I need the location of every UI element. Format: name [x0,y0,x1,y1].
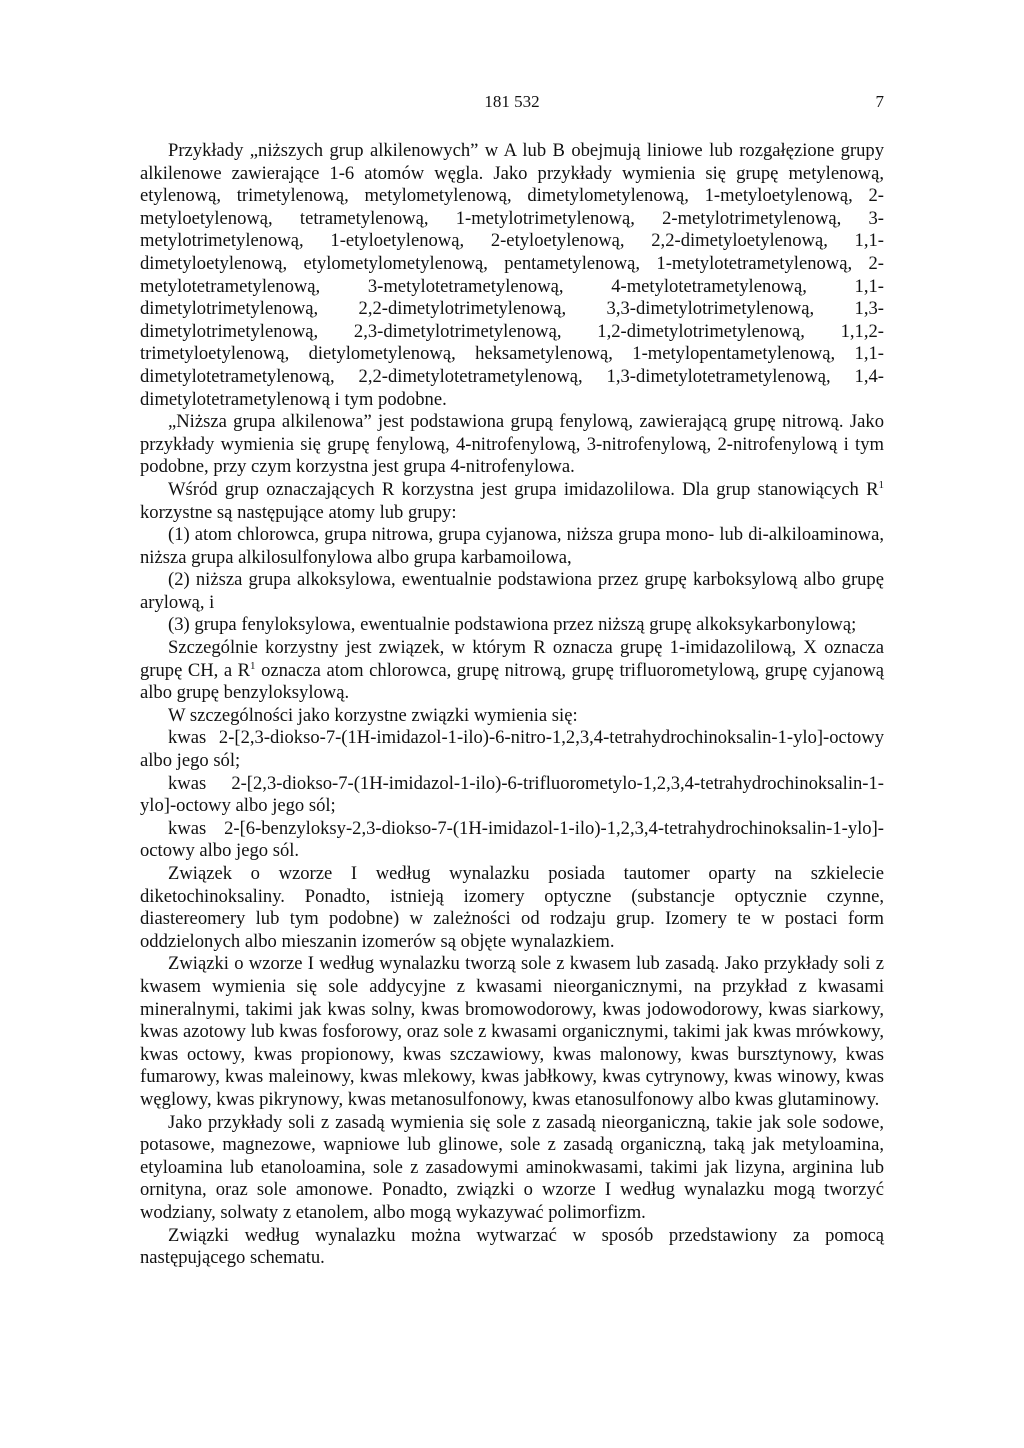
compound-2: kwas 2-[2,3-diokso-7-(1H-imidazol-1-ilo)-6-trifluorometylo-1,2,3,4-tetrahydrochinoksalin-1-ylo]-octowy albo jego sól; [140,772,884,817]
list-item-3: (3) grupa fenyloksylowa, ewentualnie podstawiona przez niższą grupę alkoksykarbonylową; [168,614,857,636]
list-item-2: (2) niższa grupa alkoksylowa, ewentualnie podstawiona przez grupę karboksylową albo grupę arylową, i [140,569,884,613]
document-number: 181 532 [484,92,540,111]
paragraph-text: Wśród grup oznaczających R korzystna jest grupa imidazolilowa. Dla grup stanowiących R [168,478,879,500]
paragraph-preferred-list-intro: W szczególności jako korzystne związki wymienia się: [168,704,578,726]
superscript: 1 [250,659,256,672]
compound-3: kwas 2-[6-benzyloksy-2,3-diokso-7-(1H-imidazol-1-ilo)-1,2,3,4-tetrahydrochinoksalin-1-ylo]-octowy albo jego sól. [140,817,884,862]
paragraph-text: oznacza atom chlorowca, grupę nitrową, grupę trifluorometylową, grupę cyjanową albo grupę benzyloksylową. [140,659,884,704]
paragraph-text: Szczególnie korzystny jest związek, w którym R oznacza grupę 1-imidazolilową, X oznacza grupę CH, a R [140,637,884,681]
compound-1: kwas 2-[2,3-diokso-7-(1H-imidazol-1-ilo)-6-nitro-1,2,3,4-tetrahydrochinoksalin-1-ylo]-octowy albo jego sól; [140,727,884,772]
paragraph-acid-salts: Związki o wzorze I według wynalazku tworzą sole z kwasem lub zasadą. Jako przykłady soli z kwasem wymienia się sole addycyjne z kwasami nieorganicznymi, na przykład z kwasami mineralnymi, takimi jak kwas solny, kwas bromowodorowy, kwas jodowodorowy, kwas siarkowy, kwas azotowy lub kwas fosforowy, oraz sole z kwasami organicznymi, takimi jak kwas mrówkowy, kwas octowy, kwas propionowy, kwas szczawiowy, kwas malonowy, kwas bursztynowy, kwas fumarowy, kwas maleinowy, kwas mlekowy, kwas jabłkowy, kwas cytrynowy, kwas winowy, kwas węglowy, kwas pikrynowy, kwas metanosulfonowy, kwas etanosulfonowy albo kwas glutaminowy. [140,953,884,1110]
paragraph-preferred-compound [140,637,884,705]
paragraph-scheme-intro: Związki według wynalazku można wytwarzać w sposób przedstawiony za pomocą następującego schematu. [140,1224,884,1269]
paragraph-alkylene-groups: Przykłady „niższych grup alkilenowych” w A lub B obejmują liniowe lub rozgałęzione grupy alkilenowe zawierające 1-6 atomów węgla. Jako przykłady wymienia się grupę metylenową, etylenową, trimetylenową, metylometylenową, dimetylometylenową, 1-metyloetylenową, 2-metyloetylenową, tetrametylenową, 1-metylotrimetylenową, 2-metylotrimetylenową, 3-metylotrimetylenową, 1-etyloetylenową, 2-etyloetylenową, 2,2-dimetyloetylenową, 1,1-dimetyloetylenową, etylometylometylenową, pentametylenową, 1-metylotetrametylenową, 2-metylotetrametylenową, 3-metylotetrametylenową, 4-metylotetrametylenową, 1,1-dimetylotrimetylenową, 2,2-dimetylotrimetylenową, 3,3-dimetylotrimetylenową, 1,3-dimetylotrimetylenową, 2,3-dimetylotrimetylenową, 1,2-dimetylotrimetylenową, 1,1,2-trimetyloetylenową, dietylometylenową, heksametylenową, 1-metylopentametylenową, 1,1-dimetylotetrametylenową, 2,2-dimetylotetrametylenową, 1,3-dimetylotetrametylenową, 1,4-dimetylotetrametylenową i tym podobne. [140,140,884,410]
list-item-1: (1) atom chlorowca, grupa nitrowa, grupa cyjanowa, niższa grupa mono- lub di-alkiloaminowa, niższa grupa alkilosulfonylowa albo grupa karbamoilowa, [140,524,884,568]
document-body [140,140,884,1270]
paragraph-r-groups [140,479,884,524]
paragraph-text: korzystne są następujące atomy lub grupy: [140,501,457,523]
page-index: 7 [875,92,884,111]
paragraph-lower-alkylene: „Niższa grupa alkilenowa” jest podstawiona grupą fenylową, zawierającą grupę nitrową. Jako przykłady wymienia się grupę fenylową, 4-nitrofenylową, 3-nitrofenylową, 2-nitrofenylową i tym podobne, przy czym korzystna jest grupa 4-nitrofenylowa. [140,411,884,478]
paragraph-base-salts: Jako przykłady soli z zasadą wymienia się sole z zasadą nieorganiczną, takie jak sole sodowe, potasowe, magnezowe, wapniowe lub glinowe, sole z zasadą organiczną, taką jak metyloamina, etyloamina lub etanoloamina, sole z zasadowymi aminokwasami, takimi jak lizyna, arginina lub ornityna, oraz sole amonowe. Ponadto, związki o wzorze I według wynalazku mogą tworzyć wodziany, solwaty z etanolem, albo mogą wykazywać polimorfizm. [140,1111,884,1223]
paragraph-tautomers: Związek o wzorze I według wynalazku posiada tautomer oparty na szkielecie diketochinoksaliny. Ponadto, istnieją izomery optyczne (substancje optycznie czynne, diastereomery lub tym podobne) w zależności od rodzaju grup. Izomery te w postaci form oddzielonych albo mieszanin izomerów są objęte wynalazkiem. [140,863,884,952]
superscript: 1 [878,478,884,491]
